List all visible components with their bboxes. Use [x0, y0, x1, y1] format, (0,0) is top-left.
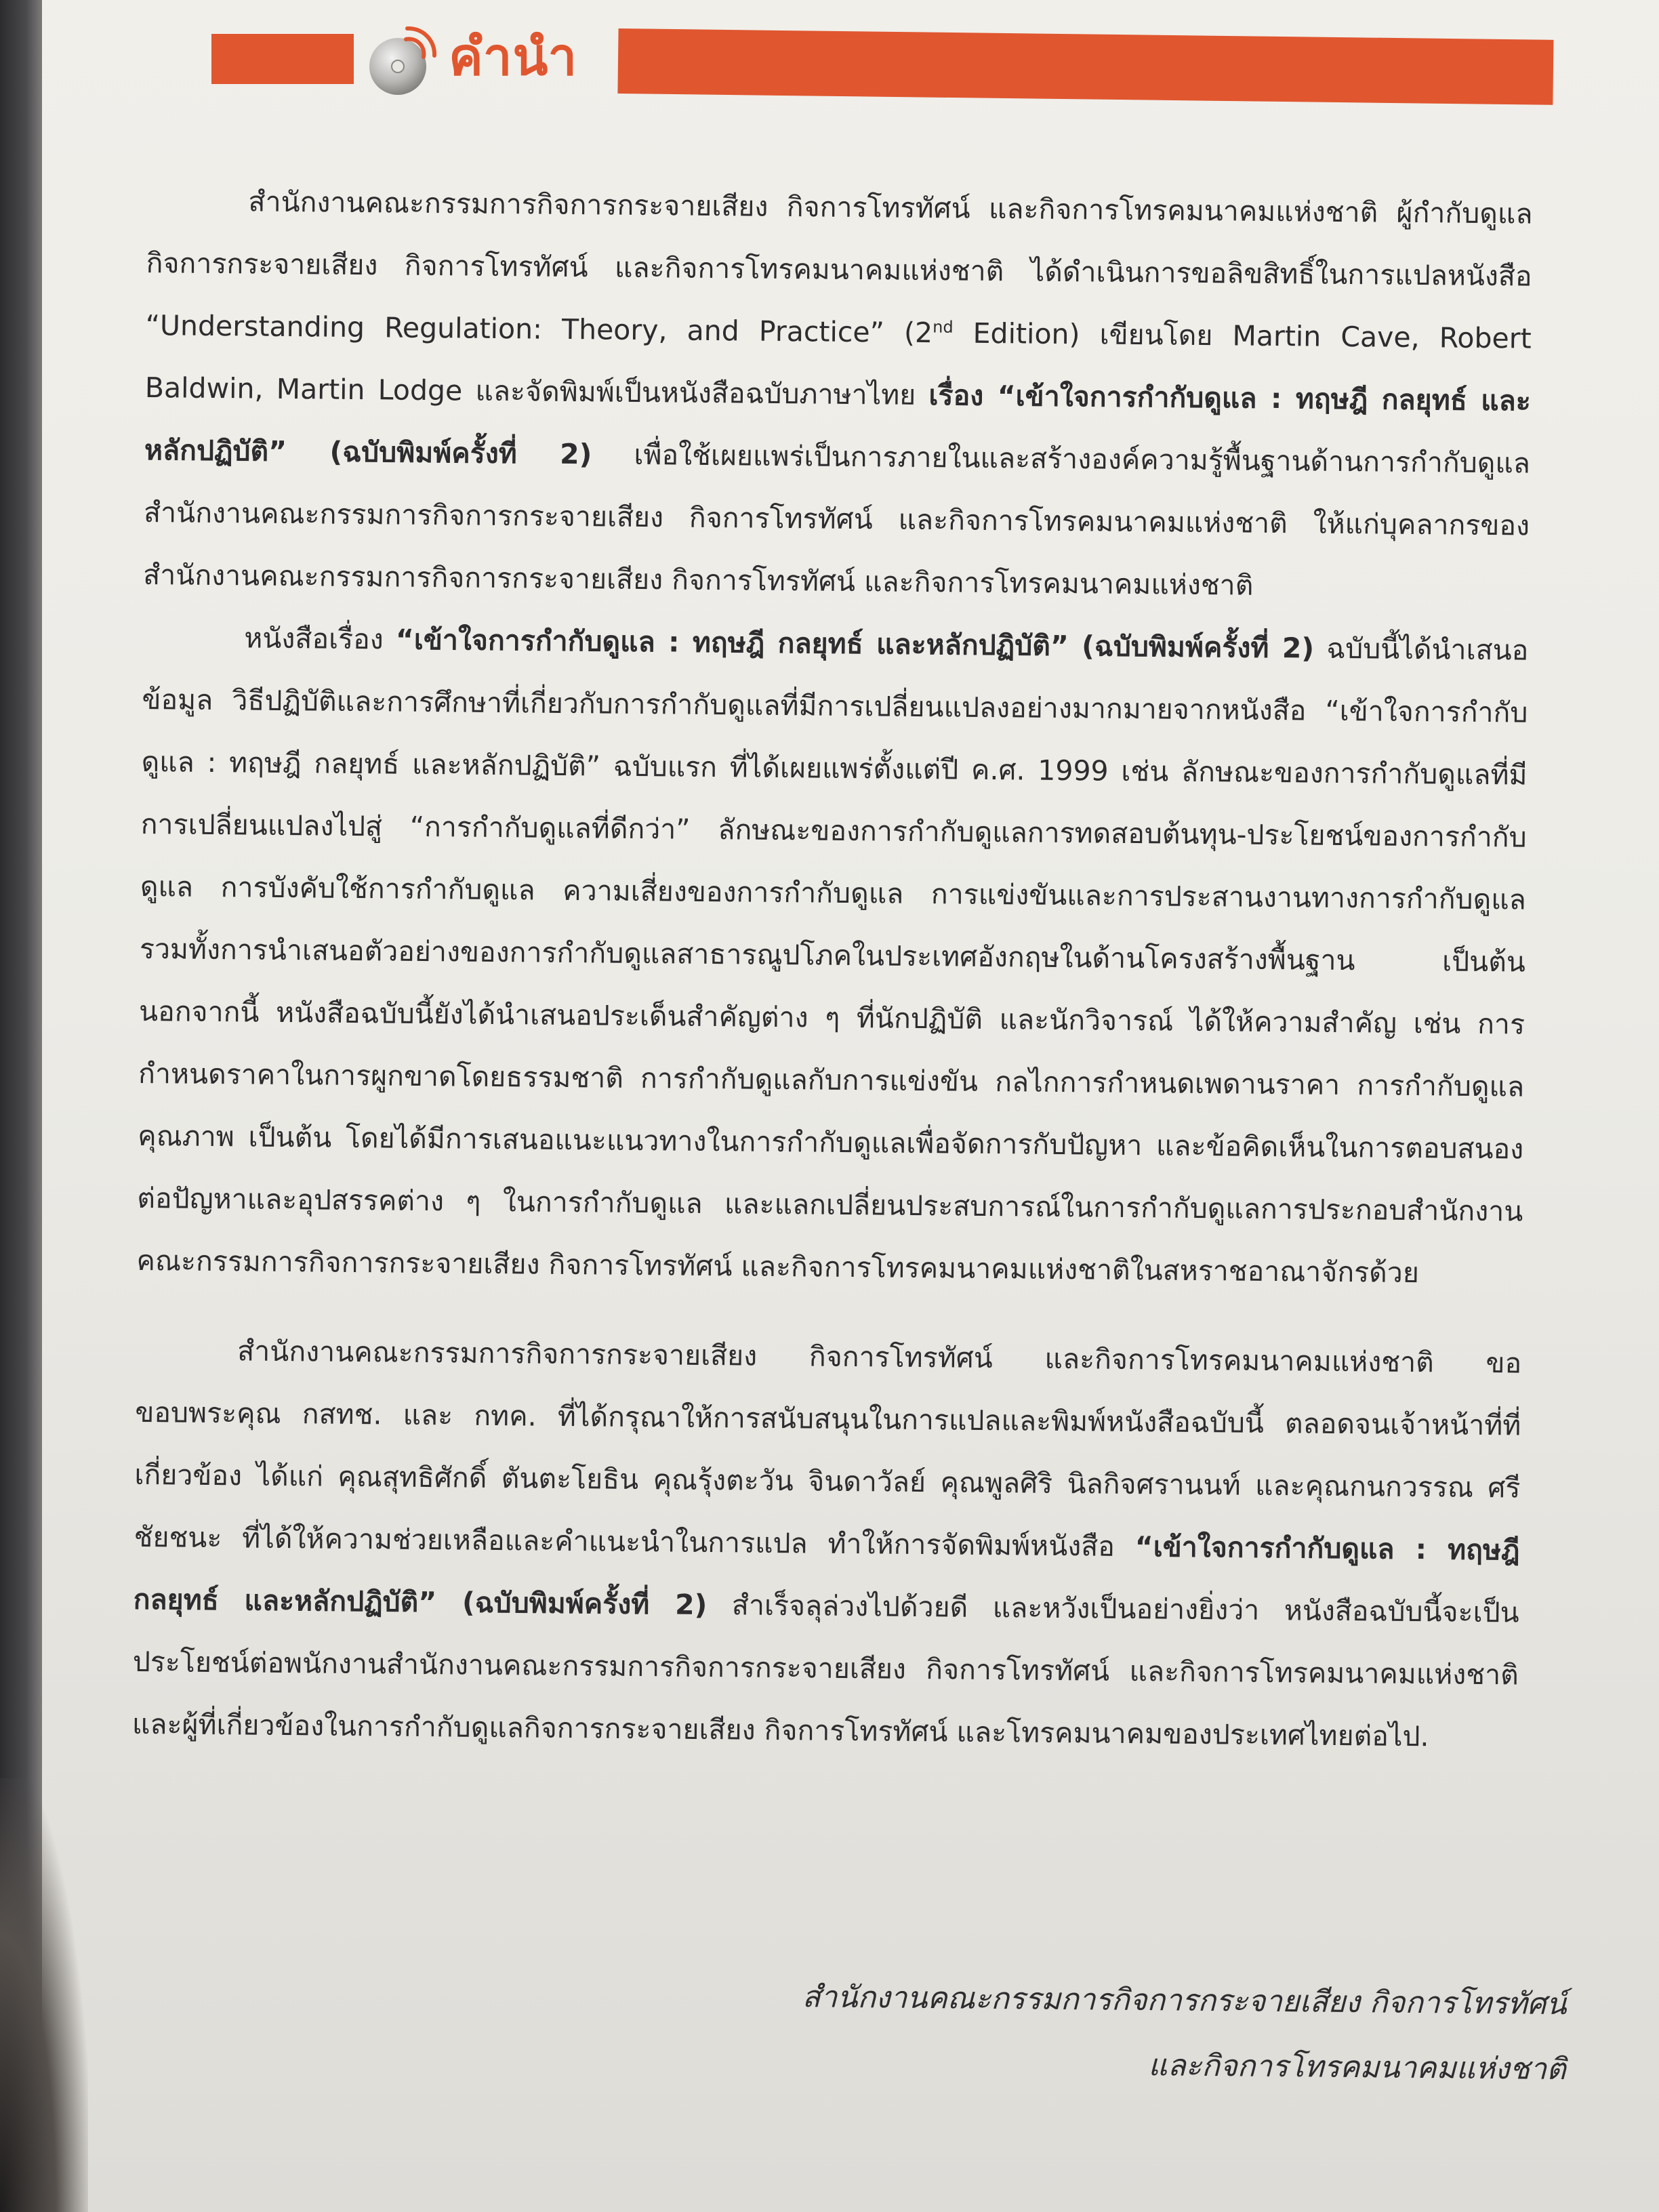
header-bar-right: [617, 28, 1553, 105]
disc-icon: [364, 24, 438, 99]
section-header: [211, 12, 1553, 100]
book-title-bold: เรื่อง “เข้าใจการกำกับดูแล : ทฤษฎี กลยุทธ์ และหลักปฏิบัติ” (ฉบับพิมพ์ครั้งที่ 2): [144, 379, 1532, 471]
foreword-body: [132, 169, 1533, 1769]
book-page: [42, 0, 1659, 2212]
signature-line-2: และกิจการโทรคมนาคมแห่งชาติ: [1148, 2048, 1566, 2087]
page-title: คำนำ: [449, 26, 578, 87]
paragraph-2: หนังสือเรื่อง “เข้าใจการกำกับดูแล : ทฤษฎี กลยุทธ์ และหลักปฏิบัติ” (ฉบับพิมพ์ครั้งที่ 2) ฉบับนี้ได้นำเสนอข้อมูล วิธีปฏิบัติและการศึกษาที่เกี่ยวกับการกำกับดูแลที่มีการเปลี่ยนแปลงอย่างมากมายจากหนังสือ “เข้าใจการกำกับดูแล : ทฤษฎี กลยุทธ์ และหลักปฏิบัติ” ฉบับแรก ที่ได้เผยแพร่ตั้งแต่ปี ค.ศ. 1999 เช่น ลักษณะของการกำกับดูแลที่มีการเปลี่ยนแปลงไปสู่ “การกำกับดูแลที่ดีกว่า” ลักษณะของการกำกับดูแลการทดสอบต้นทุน-ประโยชน์ของการกำกับดูแล การบังคับใช้การกำกับดูแล ความเสี่ยงของการกำกับดูแล การแข่งขันและการประสานงานทางการกำกับดูแล รวมทั้งการนำเสนอตัวอย่างของการกำกับดูแลสาธารณูปโภคในประเทศอังกฤษในด้านโครงสร้างพื้นฐาน เป็นต้น นอกจากนี้ หนังสือฉบับนี้ยังได้นำเสนอประเด็นสำคัญต่าง ๆ ที่นักปฏิบัติ และนักวิจารณ์ ได้ให้ความสำคัญ เช่น การกำหนดราคาในการผูกขาดโดยธรรมชาติ การกำกับดูแลกับการแข่งขัน กลไกการกำหนดเพดานราคา การกำกับดูแลคุณภาพ เป็นต้น โดยได้มีการเสนอแนะแนวทางในการกำกับดูแลเพื่อจัดการกับปัญหา และข้อคิดเห็นในการตอบสนองต่อปัญหาและอุปสรรคต่าง ๆ ในการกำกับดูแล และแลกเปลี่ยนประสบการณ์ในการกำกับดูแลการประกอบสำนักงานคณะกรรมการกิจการกระจายเสียง กิจการโทรทัศน์ และกิจการโทรคมนาคมแห่งชาติในสหราชอาณาจักรด้วย: [136, 621, 1529, 1290]
book-title-bold: “เข้าใจการกำกับดูแล : ทฤษฎี กลยุทธ์ และหลักปฏิบัติ” (ฉบับพิมพ์ครั้งที่ 2): [395, 623, 1315, 665]
paragraph-3: สำนักงานคณะกรรมการกิจการกระจายเสียง กิจการโทรทัศน์ และกิจการโทรคมนาคมแห่งชาติ ขอขอบพระคุณ กสทช. และ กทค. ที่ได้กรุณาให้การสนับสนุนในการแปลและพิมพ์หนังสือฉบับนี้ ตลอดจนเจ้าหน้าที่ที่เกี่ยวข้อง ได้แก่ คุณสุทธิศักดิ์ ตันตะโยธิน คุณรุ้งตะวัน จินดาวัลย์ คุณพูลศิริ นิลกิจศรานนท์ และคุณกนกวรรณ ศรีชัยชนะ ที่ได้ให้ความช่วยเหลือและคำแนะนำในการแปล ทำให้การจัดพิมพ์หนังสือ “เข้าใจการกำกับดูแล : ทฤษฎี กลยุทธ์ และหลักปฏิบัติ” (ฉบับพิมพ์ครั้งที่ 2) สำเร็จลุล่วงไปด้วยดี และหวังเป็นอย่างยิ่งว่า หนังสือฉบับนี้จะเป็นประโยชน์ต่อพนักงานสำนักงานคณะกรรมการกิจการกระจายเสียง กิจการโทรทัศน์ และกิจการโทรคมนาคมแห่งชาติ และผู้ที่เกี่ยวข้องในการกำกับดูแลกิจการกระจายเสียง กิจการโทรทัศน์ และโทรคมนาคมของประเทศไทยต่อไป.: [131, 1334, 1522, 1753]
paragraph-1: สำนักงานคณะกรรมการกิจการกระจายเสียง กิจการโทรทัศน์ และกิจการโทรคมนาคมแห่งชาติ ผู้กำกับดูแลกิจการกระจายเสียง กิจการโทรทัศน์ และกิจการโทรคมนาคมแห่งชาติ ได้ดำเนินการขอลิขสิทธิ์ในการแปลหนังสือ “Understanding Regulation: Theory, and Practice” (2nd Edition) เขียนโดย Martin Cave, Robert Baldwin, Martin Lodge และจัดพิมพ์เป็นหนังสือฉบับภาษาไทย เรื่อง “เข้าใจการกำกับดูแล : ทฤษฎี กลยุทธ์ และหลักปฏิบัติ” (ฉบับพิมพ์ครั้งที่ 2) เพื่อใช้เผยแพร่เป็นการภายในและสร้างองค์ความรู้พื้นฐานด้านการกำกับดูแล สำนักงานคณะกรรมการกิจการกระจายเสียง กิจการโทรทัศน์ และกิจการโทรคมนาคมแห่งชาติ ให้แก่บุคลากรของสำนักงานคณะกรรมการกิจการกระจายเสียง กิจการโทรทัศน์ และกิจการโทรคมนาคมแห่งชาติ: [143, 185, 1533, 602]
signature-block: [515, 1962, 1567, 2102]
signature-line-1: สำนักงานคณะกรรมการกิจการกระจายเสียง กิจการโทรทัศน์: [802, 1980, 1567, 2022]
header-bar-left: [211, 34, 354, 84]
page-corner-shadow: [0, 1778, 88, 2212]
book-title-bold: “เข้าใจการกำกับดูแล : ทฤษฎี กลยุทธ์ และหลักปฏิบัติ” (ฉบับพิมพ์ครั้งที่ 2): [133, 1530, 1520, 1622]
